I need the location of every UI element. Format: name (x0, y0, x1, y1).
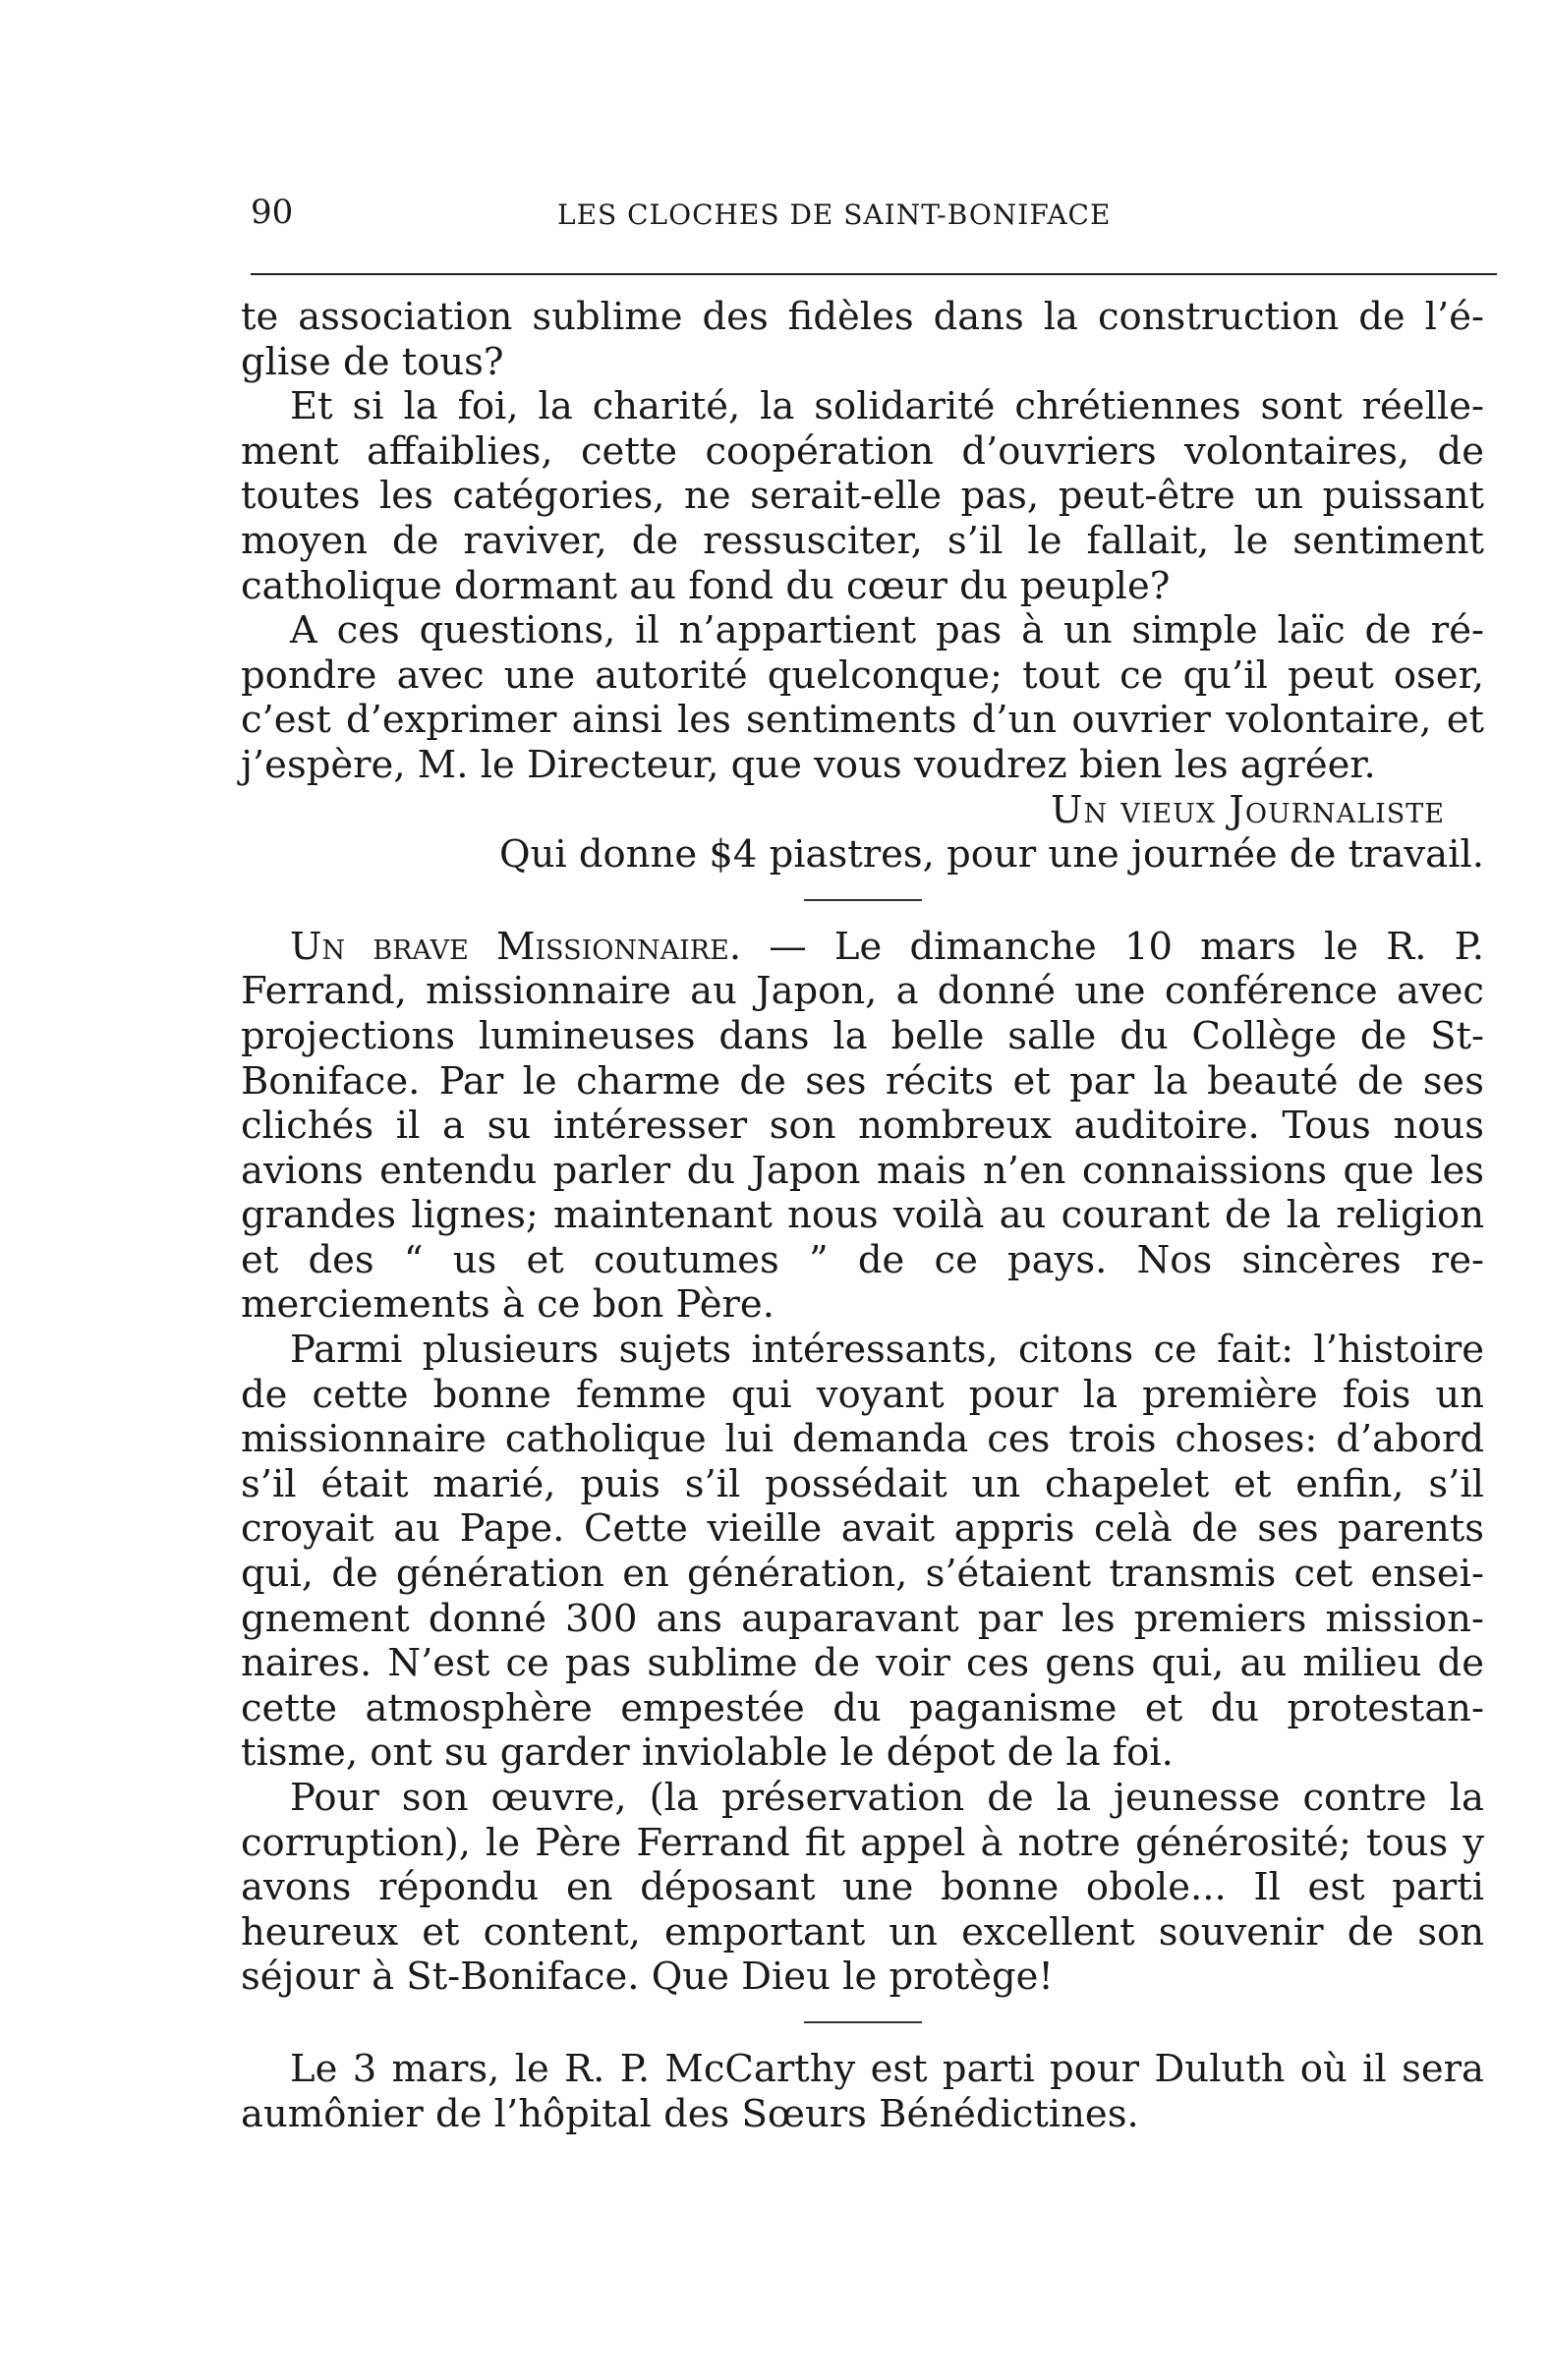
paragraph-story: Parmi plusieurs sujets intéressants, citons ce fait: l’histoire de cette bonne femme qui voyant pour la première fois un missionnaire catholique lui demanda ces trois choses: d’abord s’il était marié, puis s’il possédait un chapelet et enfin, s’il croyait au Pape. Cette vieille avait appris celà de ses parents qui, de génération en génération, s’étaient transmis cet ensei-gnement donné 300 ans auparavant par les premiers mission-naires. N’est ce pas sublime de voir ces gens qui, au milieu de cette atmosphère empestée du paganisme et du protestan-tisme, ont su garder inviolable le dépot de la foi. (241, 1328, 1484, 1776)
page-body (241, 295, 1484, 2136)
paragraph-questions: A ces questions, il n’appartient pas à un simple laïc de ré-pondre avec une autorité quelconque; tout ce qu’il peut oser, c’est d’exprimer ainsi les sentiments d’un ouvrier volontaire, et j’espère, M. le Directeur, que vous voudrez bien les agréer. (241, 608, 1484, 787)
running-title: LES CLOCHES DE SAINT-BONIFACE (557, 198, 1112, 231)
section-divider-2 (804, 2021, 922, 2023)
section-divider (804, 899, 922, 901)
page-header (251, 193, 1479, 242)
page-number: 90 (251, 193, 294, 232)
missionary-text: — Le dimanche 10 mars le R. P. Ferrand, missionnaire au Japon, a donné une conférence avec projections lumineuses dans la belle salle du Collège de St-Boniface. Par le charme de ses récits et par la beauté de ses clichés il a su intéresser son nombreux auditoire. Tous nous avions entendu parler du Japon mais n’en connaissions que les grandes lignes; maintenant nous voilà au courant de la religion et des “ us et coutumes ” de ce pays. Nos sincères re-merciements à ce bon Père. (241, 924, 1484, 1328)
signature-note: Qui donne $4 piastres, pour une journée de travail. (499, 832, 1484, 878)
paragraph-continuation: te association sublime des fidèles dans la construction de l’é-glise de tous? (241, 295, 1484, 384)
paragraph-missionary (241, 925, 1484, 1328)
paragraph-appeal: Pour son œuvre, (la préservation de la jeunesse contre la corruption), le Père Ferrand fit appel à notre générosité; tous y avons répondu en déposant une bonne obole... Il est parti heureux et content, emportant un excellent souvenir de son séjour à St-Boniface. Que Dieu le protège! (241, 1776, 1484, 2000)
header-divider (251, 273, 1497, 275)
signature: Un vieux Journaliste (1051, 787, 1445, 832)
paragraph-mccarthy: Le 3 mars, le R. P. McCarthy est parti pour Duluth où il sera aumônier de l’hôpital des Sœurs Bénédictines. (241, 2046, 1484, 2136)
missionary-heading: Un brave Missionnaire. (290, 924, 742, 969)
paragraph-faith: Et si la foi, la charité, la solidarité chrétiennes sont réelle-ment affaiblies, cette coopération d’ouvriers volontaires, de toutes les catégories, ne serait-elle pas, peut-être un puissant moyen de raviver, de ressusciter, s’il le fallait, le sentiment catholique dormant au fond du cœur du peuple? (241, 384, 1484, 608)
